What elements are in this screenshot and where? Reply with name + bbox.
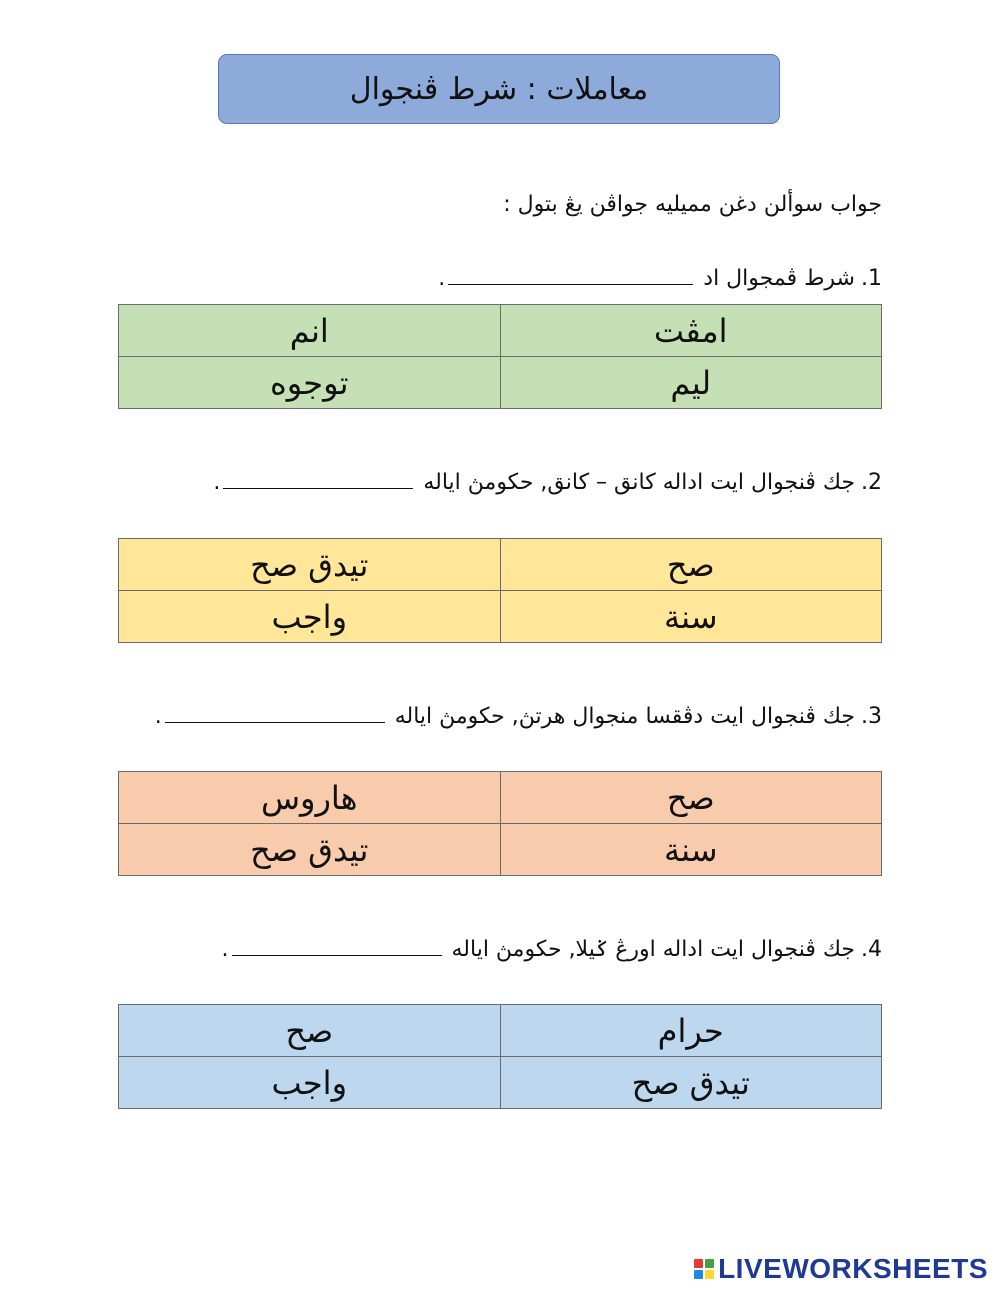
option-cell[interactable]: واجب bbox=[119, 1057, 501, 1109]
question-text: جك ڤنجوال ايت اداله كانق – كانق, حكومڽ اياله bbox=[423, 470, 855, 495]
option-cell[interactable]: تيدق صح bbox=[119, 824, 501, 876]
option-cell[interactable]: تيدق صح bbox=[500, 1057, 882, 1109]
question-number: 2. bbox=[861, 470, 882, 495]
question-end: . bbox=[213, 470, 221, 495]
question-end: . bbox=[221, 937, 229, 962]
option-cell[interactable]: صح bbox=[119, 1005, 501, 1057]
logo-text: LIVEWORKSHEETS bbox=[718, 1253, 988, 1284]
option-cell[interactable]: توجوه bbox=[119, 357, 501, 409]
options-table-3 bbox=[118, 771, 882, 876]
question-text: شرط ڤمجوال اد bbox=[703, 266, 855, 291]
title-text: معاملات : شرط ڤنجوال bbox=[349, 71, 649, 107]
question-number: 3. bbox=[861, 704, 882, 729]
question-2 bbox=[213, 468, 882, 495]
question-end: . bbox=[154, 704, 162, 729]
question-3 bbox=[155, 702, 882, 729]
option-cell[interactable]: هاروس bbox=[119, 772, 501, 824]
question-1 bbox=[438, 264, 882, 291]
option-cell[interactable]: سنة bbox=[500, 824, 882, 876]
option-cell[interactable]: صح bbox=[500, 539, 882, 591]
options-table-4 bbox=[118, 1004, 882, 1109]
liveworksheets-logo bbox=[694, 1253, 988, 1285]
answer-blank[interactable] bbox=[223, 468, 413, 489]
instruction-text: جواب سوألن دغن مميليه جواڤن يڠ بتول : bbox=[503, 192, 882, 217]
option-cell[interactable]: حرام bbox=[500, 1005, 882, 1057]
question-4 bbox=[222, 935, 883, 962]
question-number: 4. bbox=[861, 937, 882, 962]
question-end: . bbox=[438, 266, 446, 291]
options-table-1 bbox=[118, 304, 882, 409]
answer-blank[interactable] bbox=[448, 264, 693, 285]
option-cell[interactable]: انم bbox=[119, 305, 501, 357]
worksheet-title bbox=[218, 54, 780, 124]
question-number: 1. bbox=[861, 266, 882, 291]
options-table-2 bbox=[118, 538, 882, 643]
option-cell[interactable]: امڤت bbox=[500, 305, 882, 357]
option-cell[interactable]: ليم bbox=[500, 357, 882, 409]
answer-blank[interactable] bbox=[165, 702, 385, 723]
option-cell[interactable]: سنة bbox=[500, 591, 882, 643]
logo-mark-icon bbox=[694, 1259, 714, 1279]
question-text: جك ڤنجوال ايت دڤقسا منجوال هرتڽ, حكومڽ اياله bbox=[394, 704, 855, 729]
option-cell[interactable]: واجب bbox=[119, 591, 501, 643]
option-cell[interactable]: تيدق صح bbox=[119, 539, 501, 591]
option-cell[interactable]: صح bbox=[500, 772, 882, 824]
question-text: جك ڤنجوال ايت اداله اورڠ ݢيلا, حكومڽ اياله bbox=[451, 937, 855, 962]
answer-blank[interactable] bbox=[232, 935, 442, 956]
